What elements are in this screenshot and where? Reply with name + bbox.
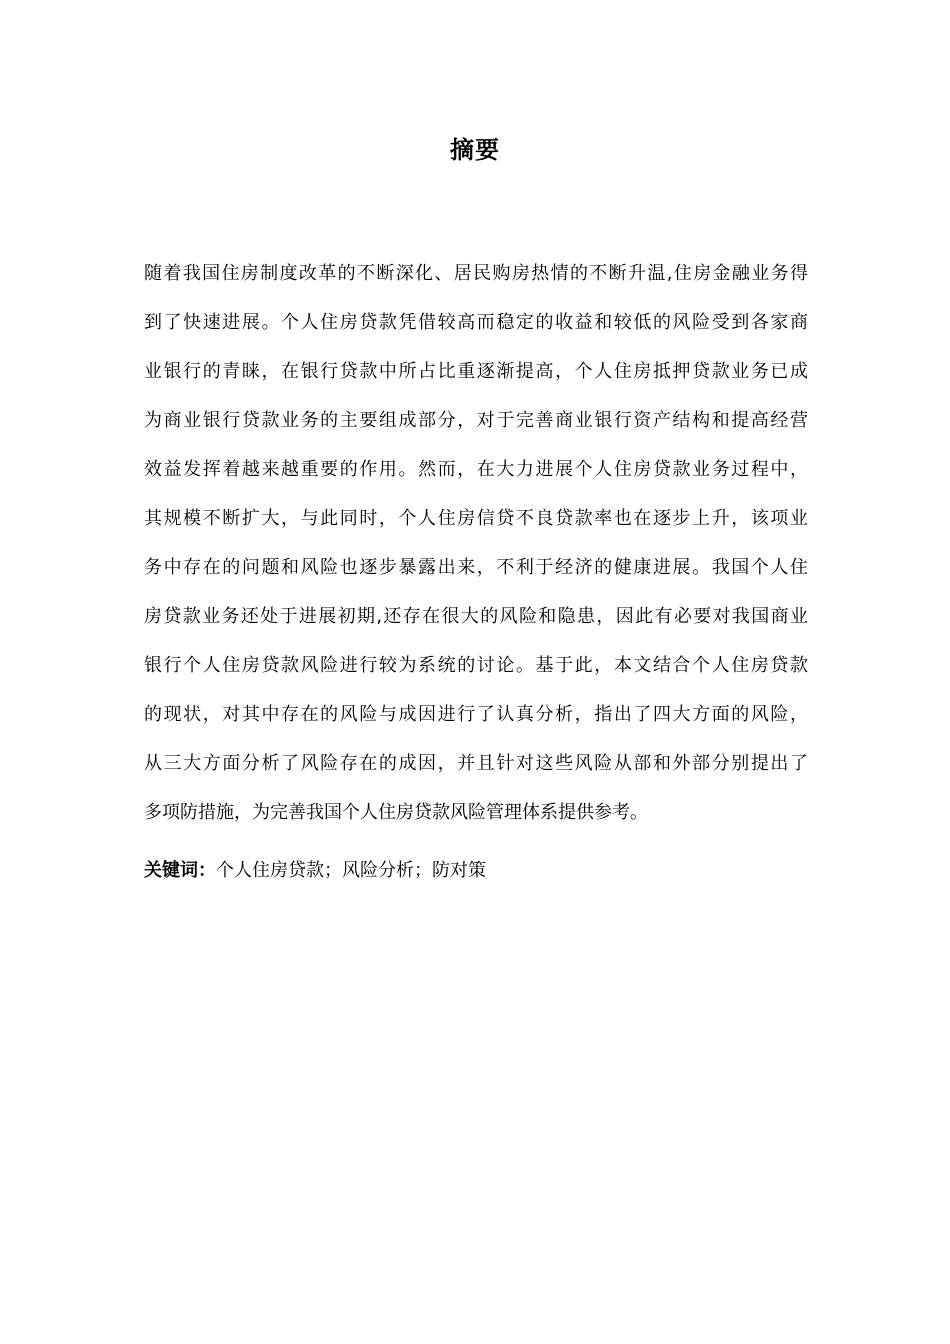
abstract-line-12: 多项防措施，为完善我国个人住房贷款风险管理体系提供参考。 [144, 802, 648, 823]
keywords-value: 个人住房贷款；风险分析；防对策 [216, 860, 486, 881]
abstract-line-10: 的现状，对其中存在的风险与成因进行了认真分析，指出了四大方面的风险， [144, 704, 808, 725]
abstract-line-11: 从三大方面分析了风险存在的成因，并且针对这些风险从部和外部分别提出了 [144, 753, 808, 774]
abstract-line-7: 务中存在的问题和风险也逐步暴露出来，不利于经济的健康进展。我国个人住 [144, 557, 808, 578]
abstract-body [144, 255, 808, 843]
page-title: 摘要 [450, 136, 500, 164]
keywords-line [144, 852, 808, 890]
abstract-line-4: 为商业银行贷款业务的主要组成部分，对于完善商业银行资产结构和提高经营 [144, 410, 808, 431]
abstract-line-9: 银行个人住房贷款风险进行较为系统的讨论。基于此，本文结合个人住房贷款 [144, 655, 808, 676]
abstract-line-2: 到了快速进展。个人住房贷款凭借较高而稳定的收益和较低的风险受到各家商 [144, 312, 808, 333]
abstract-line-6: 其规模不断扩大，与此同时，个人住房信贷不良贷款率也在逐步上升，该项业 [144, 508, 808, 529]
abstract-line-8: 房贷款业务还处于进展初期,还存在很大的风险和隐患，因此有必要对我国商业 [144, 606, 808, 627]
abstract-line-5: 效益发挥着越来越重要的作用。然而，在大力进展个人住房贷款业务过程中， [144, 459, 808, 480]
abstract-line-3: 业银行的青睐，在银行贷款中所占比重逐渐提高，个人住房抵押贷款业务已成 [144, 361, 808, 382]
keywords-label: 关键词： [144, 860, 216, 881]
abstract-line-1: 随着我国住房制度改革的不断深化、居民购房热情的不断升温,住房金融业务得 [144, 263, 808, 284]
